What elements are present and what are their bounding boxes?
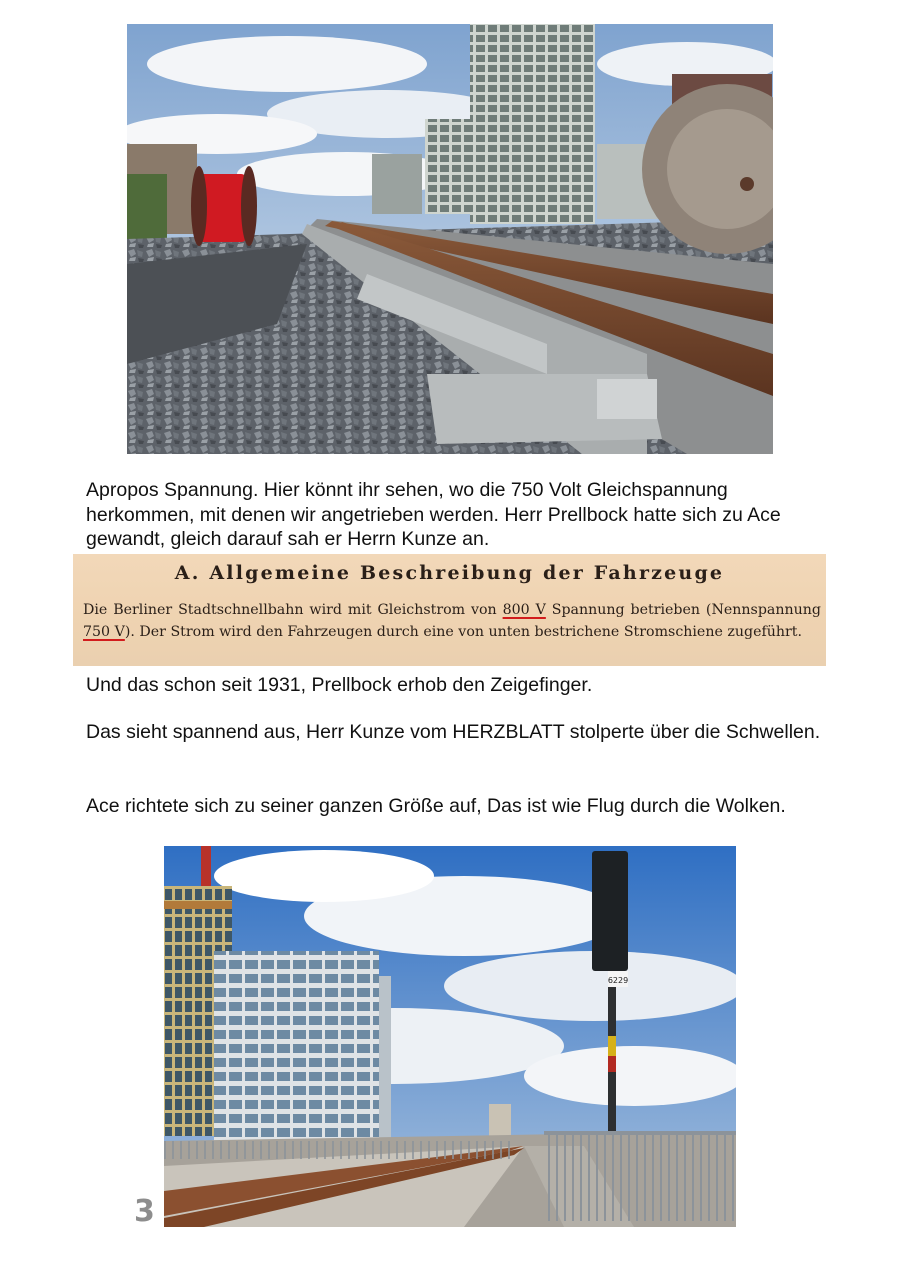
excerpt-text-2: Spannung betrieben (Nennspannung (545, 602, 822, 618)
page-number: 3 (134, 1194, 155, 1229)
paragraph-ace: Ace richtete sich zu seiner ganzen Größe auf, Das ist wie Flug durch die Wolken. (86, 795, 786, 817)
excerpt-value-750v: 750 V (83, 623, 125, 640)
historic-document-excerpt (73, 554, 826, 666)
paragraph-voltage: Apropos Spannung. Hier könnt ihr sehen, wo die 750 Volt Gleichspannung herkommen, mit denen wir angetrieben werden. Herr Prellbock hatte sich zu Ace gewandt, gleich darauf sah er Herrn Kunze an. (86, 479, 781, 550)
excerpt-heading: A. Allgemeine Beschreibung der Fahrzeuge (174, 562, 725, 584)
signal-number-sign: 6229 (607, 976, 629, 985)
excerpt-text-1: Die Berliner Stadtschnellbahn wird mit Gleichstrom von (83, 602, 503, 618)
paragraph-kunze: Das sieht spannend aus, Herr Kunze vom HERZBLATT stolperte über die Schwellen. (86, 721, 821, 743)
paragraph-since-1931: Und das schon seit 1931, Prellbock erhob den Zeigefinger. (86, 674, 593, 696)
excerpt-value-800v: 800 V (502, 602, 546, 618)
photo-railway-signal-skyline (164, 846, 736, 1227)
excerpt-body (83, 600, 821, 643)
excerpt-text-3: ). Der Strom wird den Fahrzeugen durch eine von unten bestrichene Stromschiene zugeführt. (124, 623, 802, 640)
photo-third-rail-construction (127, 24, 773, 454)
